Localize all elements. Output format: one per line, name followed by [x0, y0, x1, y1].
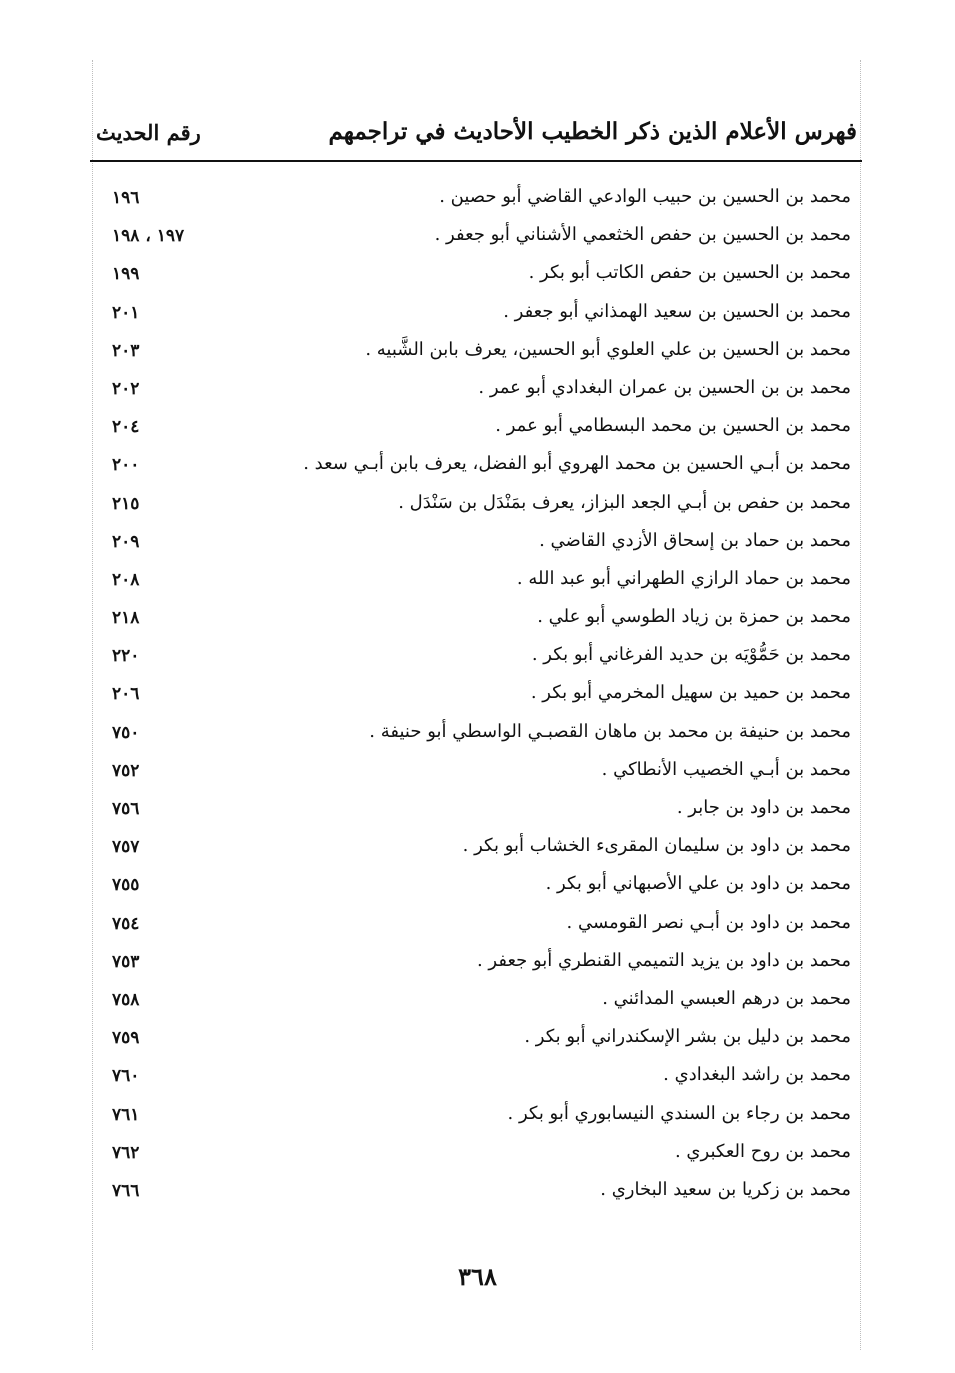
entry-hadith-number: ٧٥٠ — [112, 722, 140, 743]
index-entry — [90, 755, 865, 793]
entry-name: محمد بن رجاء بن السندي النيسابوري أبو بكر . — [507, 1102, 851, 1124]
entry-name: محمد بن داود بن أبـي نصر القومسي . — [566, 911, 851, 933]
entry-hadith-number: ٧٥٦ — [112, 799, 140, 819]
index-entry — [90, 182, 865, 220]
entry-hadith-number: ٧٥٢ — [112, 760, 140, 781]
entry-hadith-number: ١٩٩ — [112, 264, 140, 285]
index-entry — [90, 908, 865, 946]
entry-name: محمد بن حماد الرازي الطهراني أبو عبد الله . — [516, 567, 851, 589]
entry-hadith-number: ٧٥٣ — [112, 951, 140, 972]
entry-hadith-number: ٢٠٩ — [112, 531, 140, 552]
index-entry — [90, 602, 865, 640]
index-entry — [90, 1060, 865, 1098]
index-entry — [90, 793, 865, 831]
entry-name: محمد بن حمزة بن زياد الطوسي أبو علي . — [537, 606, 851, 628]
page-number: ٣٦٨ — [458, 1262, 497, 1291]
entry-name: محمد بن حفص بن أبـي الجعد البزاز، يعرف بمَنْدَل بن سَنْدَل . — [398, 491, 851, 513]
entry-name: محمد بن الحسين بن حفص الخثعمي الأشناني أبو جعفر . — [434, 224, 851, 246]
index-entry — [90, 946, 865, 984]
page-header — [90, 112, 865, 156]
index-entry — [90, 411, 865, 449]
entry-hadith-number: ٢١٥ — [112, 493, 140, 514]
column-label: رقم الحديث — [96, 120, 201, 145]
entry-hadith-number: ٢٠٢ — [112, 378, 140, 399]
entry-name: محمد بن حَمُّوْيَه بن حديد الفرغاني أبو بكر . — [531, 644, 851, 666]
entry-hadith-number: ٧٦١ — [112, 1104, 140, 1125]
entry-name: محمد بن داود بن سليمان المقرىء الخشاب أبو بكر . — [462, 835, 851, 857]
entry-name: محمد بن الحسين بن علي العلوي أبو الحسين، يعرف بابن الشَّبيه . — [365, 338, 851, 360]
entry-hadith-number: ٢٠٠ — [112, 455, 140, 476]
entry-name: محمد بن درهم العبسي المدائني . — [602, 987, 851, 1009]
entry-hadith-number: ٢٠٦ — [112, 684, 140, 705]
entry-name: محمد بن دليل بن بشر الإسكندراني أبو بكر . — [524, 1026, 851, 1048]
entry-name: محمد بن بن الحسين بن عمران البغدادي أبو عمر . — [478, 376, 851, 398]
entry-hadith-number: ٢٠٣ — [112, 340, 140, 361]
entry-hadith-number: ٢٠٤ — [112, 417, 140, 438]
entry-hadith-number: ١٩٧ ، ١٩٨ — [112, 226, 185, 247]
index-entry — [90, 488, 865, 526]
index-entry — [90, 297, 865, 335]
entry-name: محمد بن حماد بن إسحاق الأزدي القاضي . — [539, 529, 851, 551]
entry-name: محمد بن داود بن جابر . — [676, 797, 851, 818]
entry-name: محمد بن حنيفة بن محمد بن ماهان القصبـي الواسطي أبو حنيفة . — [369, 720, 851, 742]
entry-hadith-number: ٢٠٨ — [112, 569, 140, 590]
index-entry — [90, 1099, 865, 1137]
entry-name: محمد بن الحسين بن سعيد الهمذاني أبو جعفر . — [503, 300, 851, 322]
header-divider — [90, 160, 862, 162]
entry-hadith-number: ٧٥٨ — [112, 989, 140, 1010]
index-entry — [90, 1022, 865, 1060]
index-entry — [90, 640, 865, 678]
index-entry — [90, 526, 865, 564]
page-title: فهرس الأعلام الذين ذكر الخطيب الأحاديث في تراجمهم — [328, 118, 857, 145]
entry-name: محمد بن داود بن علي الأصبهاني أبو بكر . — [545, 873, 851, 895]
entry-name: محمد بن راشد البغدادي . — [663, 1064, 851, 1086]
index-entry — [90, 335, 865, 373]
entry-hadith-number: ٧٦٠ — [112, 1066, 140, 1087]
entry-name: محمد بن داود بن يزيد التميمي القنطري أبو جعفر . — [476, 949, 851, 971]
entry-hadith-number: ٢٢٠ — [112, 646, 140, 667]
entry-hadith-number: ٧٥٥ — [112, 875, 140, 896]
index-list — [90, 182, 865, 1213]
index-entry — [90, 373, 865, 411]
index-entry — [90, 1137, 865, 1175]
entry-hadith-number: ١٩٦ — [112, 188, 140, 208]
entry-hadith-number: ٢١٨ — [112, 608, 140, 629]
entry-name: محمد بن الحسين بن محمد البسطامي أبو عمر . — [495, 415, 851, 437]
index-entry — [90, 717, 865, 755]
entry-name: محمد بن أبـي الخصيب الأنطاكي . — [601, 758, 851, 780]
entry-hadith-number: ٧٥٩ — [112, 1028, 140, 1049]
entry-hadith-number: ٧٥٧ — [112, 837, 140, 858]
index-entry — [90, 220, 865, 258]
entry-name: محمد بن الحسين بن حبيب الوادعي القاضي أبو حصين . — [439, 186, 851, 207]
entry-name: محمد بن زكريا بن سعيد البخاري . — [600, 1178, 851, 1200]
entry-hadith-number: ٧٥٤ — [112, 913, 140, 934]
entry-name: محمد بن حميد بن سهيل المخرمي أبو بكر . — [530, 682, 851, 704]
entry-name: محمد بن الحسين بن حفص الكاتب أبو بكر . — [528, 262, 851, 284]
index-entry — [90, 564, 865, 602]
index-entry — [90, 869, 865, 907]
index-entry — [90, 1175, 865, 1213]
index-entry — [90, 258, 865, 296]
index-entry — [90, 831, 865, 869]
entry-hadith-number: ٧٦٢ — [112, 1142, 140, 1163]
index-entry — [90, 678, 865, 716]
entry-hadith-number: ٧٦٦ — [112, 1180, 140, 1201]
index-entry — [90, 984, 865, 1022]
entry-name: محمد بن أبـي الحسين بن محمد الهروي أبو الفضل، يعرف بابن أبـي سعد . — [303, 453, 851, 475]
entry-name: محمد بن روح العكبري . — [674, 1140, 851, 1162]
index-entry — [90, 449, 865, 487]
entry-hadith-number: ٢٠١ — [112, 302, 140, 323]
